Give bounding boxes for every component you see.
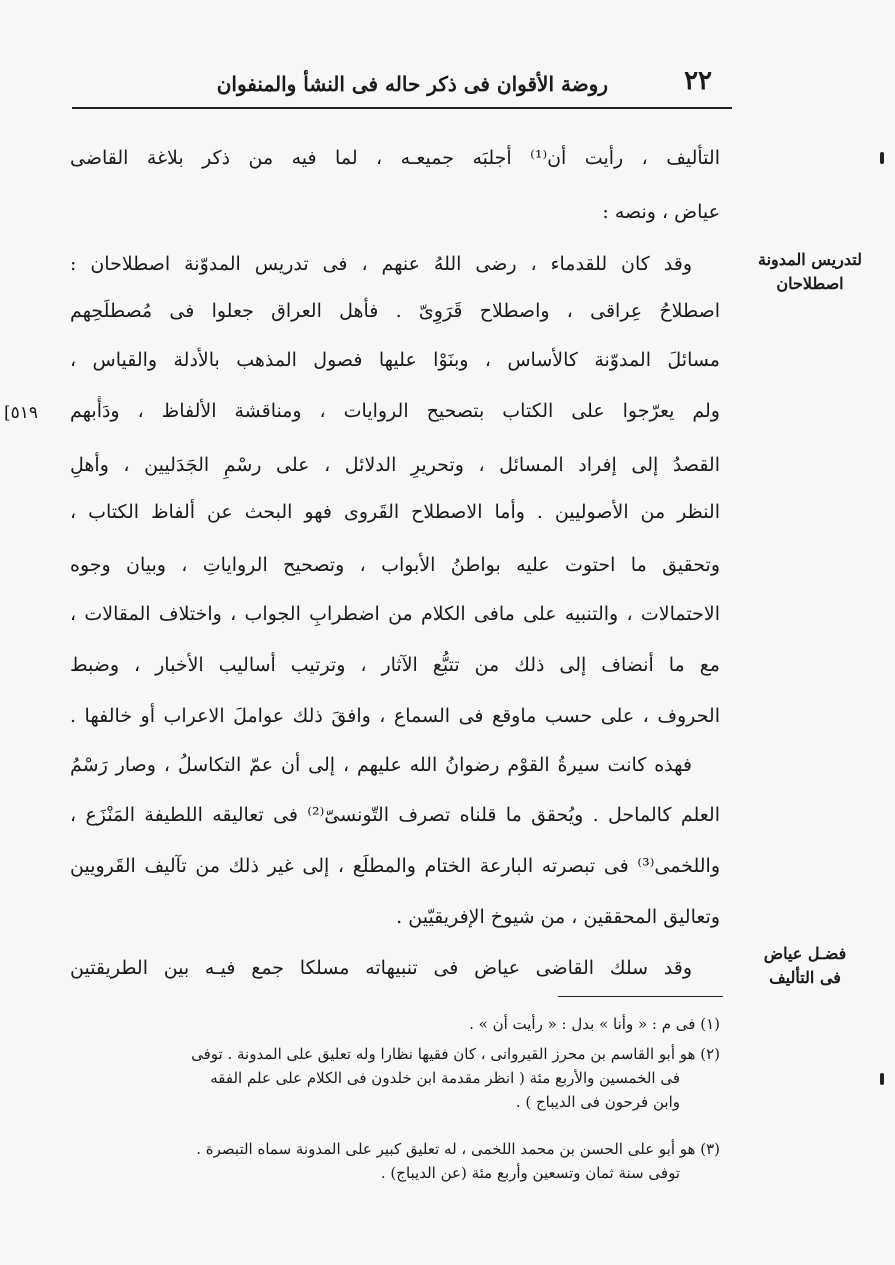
footnote-rule — [558, 996, 723, 997]
text-line: القصدُ إلى إفراد المسائل ، وتحريرِ الدلائل ، على رسْمِ الجَدَليين ، وأهلِ — [70, 454, 720, 476]
text-line: النظر من الأصوليين . وأما الاصطلاح القَروى فهو البحث عن ألفاظ الكتاب ، — [70, 501, 720, 523]
text-line: العلم كالماحل . ويُحقق ما قلناه تصرف التّونسىّ⁽²⁾ فى تعاليقه اللطيفة المَنْزَع ، — [70, 804, 720, 826]
footnote-line: وابن فرحون فى الديباج ) . — [515, 1093, 680, 1111]
footnote-line: فى الخمسين والأربع مئة ( انظر مقدمة ابن خلدون فى الكلام على علم الفقه — [210, 1069, 680, 1087]
footnote-line: (٢) هو أبو القاسم بن محرز القيروانى ، كان فقيها نظارا وله تعليق على المدونة . توفى — [191, 1045, 720, 1063]
footnote-line: (٣) هو أبو على الحسن بن محمد اللخمى ، له تعليق كبير على المدونة سماه التبصرة . — [196, 1140, 720, 1158]
text-line: عياض ، ونصه : — [602, 201, 720, 223]
text-line: مسائلَ المدوّنة كالأساس ، وبنَوْا عليها فصول المذهب بالأدلة والقياس ، — [70, 349, 720, 371]
header-rule — [72, 107, 732, 109]
margin-note-line: اصطلاحان — [776, 274, 844, 293]
text-line: الحروف ، على حسب ماوقع فى السماع ، وافقَ ذلك عواملَ الاعراب أو خالفها . — [70, 705, 720, 727]
footnote-line: توفى سنة ثمان وتسعين وأربع مئة (عن الديباج) . — [380, 1164, 680, 1182]
text-line: اصطلاحُ عِراقى ، واصطلاح قَرَوِىّ . فأهل العراق جعلوا فى مُصطلَحِهم — [70, 300, 720, 322]
text-line: وقد كان للقدماء ، رضى اللهُ عنهم ، فى تدريس المدوّنة اصطلاحان : — [70, 253, 692, 275]
margin-note-iyad — [750, 942, 860, 990]
text-line: التأليف ، رأيت أن⁽¹⁾ أجلبَه جميعـه ، لما فيه من ذكر بلاغة القاضى — [70, 147, 720, 169]
text-line: وتعاليق المحققين ، من شيوخ الإفريقيّين . — [396, 906, 720, 928]
scan-mark — [880, 152, 884, 164]
margin-note-line: فى التأليف — [769, 968, 841, 987]
margin-note-line: لتدريس المدونة — [758, 250, 862, 269]
running-title: روضة الأقوان فى ذكر حاله فى النشأ والمنفوان — [216, 72, 608, 96]
text-line: وقد سلك القاضى عياض فى تنبيهاته مسلكا جمع فيـه بين الطريقتين — [70, 957, 692, 979]
text-line: وتحقيق ما احتوت عليه بواطنُ الأبواب ، وتصحيح الرواياتِ ، وبيان وجوه — [70, 554, 720, 576]
scan-mark — [880, 1073, 884, 1085]
text-line: الاحتمالات ، والتنبيه على مافى الكلام من اضطرابِ الجواب ، واختلاف المقالات ، — [70, 603, 720, 625]
text-line: ولم يعرّجوا على الكتاب بتصحيح الروايات ، ومناقشة الألفاظ ، ودَأْبهم — [70, 400, 720, 422]
text-line: فهذه كانت سيرةُ القوْم رضوانُ الله عليهم ، إلى أن عمّ التكاسلُ ، وصار رَسْمُ — [70, 754, 692, 776]
margin-note-terminologies — [745, 248, 875, 296]
text-line: مع ما أنضاف إلى ذلك من تتبُّع الآثار ، وترتيب أساليب الأخبار ، وضبط — [70, 654, 720, 676]
text-line: واللخمى⁽³⁾ فى تبصرته البارعة الختام والمطلَع ، إلى غير ذلك من تآليف القَرويين — [70, 855, 720, 877]
margin-note-line: فضـل عياض — [763, 944, 847, 963]
page-reference: [٥١٩ — [4, 403, 39, 423]
footnote-line: (١) فى م : « وأنا » بدل : « رأيت أن » . — [469, 1015, 720, 1033]
page-number: ٢٢ — [684, 66, 712, 96]
